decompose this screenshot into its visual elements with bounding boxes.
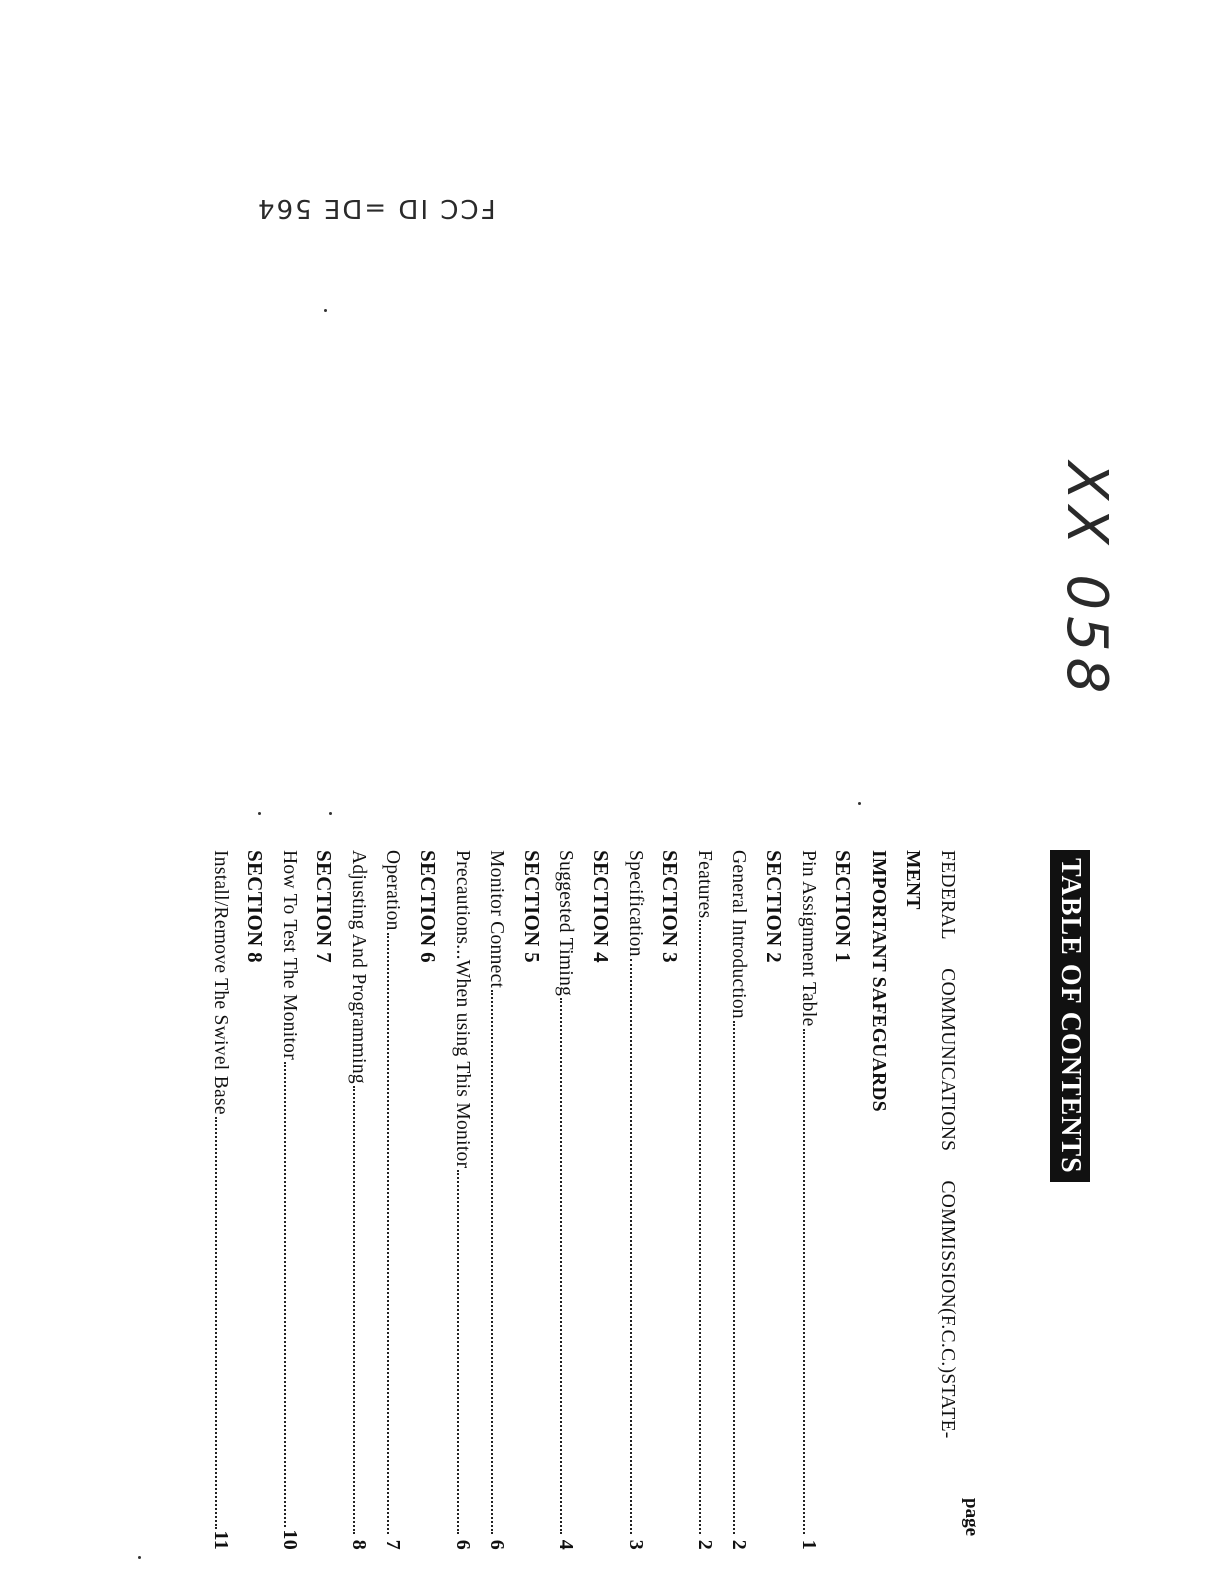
- toc-entry-label: Specification: [624, 850, 646, 957]
- toc-entry-label: SECTION 1: [831, 850, 856, 963]
- toc-page-number: 6: [486, 1539, 509, 1550]
- toc-entry-label: MENT: [902, 850, 924, 910]
- toc-section-heading: [411, 850, 446, 1550]
- toc-page-number: 2: [693, 1539, 716, 1550]
- handwritten-fcc-id: FCC ID =DE 564: [256, 193, 496, 223]
- toc-page-number: 11: [209, 1530, 232, 1550]
- toc-page-number: 7: [382, 1539, 405, 1550]
- scan-speck: [258, 812, 261, 815]
- toc-entry: [722, 850, 757, 1550]
- scan-speck: [324, 309, 327, 312]
- toc-section-heading: [826, 850, 861, 1550]
- page-column-label: page: [961, 1498, 982, 1536]
- toc-entry: [376, 850, 411, 1550]
- toc-entry: [860, 850, 895, 1550]
- toc-dot-leader: [699, 920, 701, 1534]
- toc-section-heading: [653, 850, 688, 1550]
- toc-dot-leader: [491, 990, 493, 1534]
- toc-page-number: 6: [451, 1539, 474, 1550]
- toc-entries: [203, 850, 964, 1550]
- toc-entry-label: SECTION 4: [589, 850, 614, 963]
- toc-dot-leader: [630, 959, 632, 1534]
- toc-entry-label: SECTION 8: [243, 850, 268, 963]
- toc-section-heading: [583, 850, 618, 1550]
- toc-page-number: 3: [624, 1539, 647, 1550]
- toc-section-heading: [756, 850, 791, 1550]
- toc-entry-label: Suggested Timing: [555, 850, 577, 997]
- toc-entry: [341, 850, 376, 1550]
- toc-entry-label: Precautions...When using This Monitor: [451, 850, 473, 1169]
- scan-speck: [138, 1556, 141, 1559]
- toc-entry-label: SECTION 5: [519, 850, 544, 963]
- toc-entry-label: Operation: [382, 850, 404, 931]
- toc-entry-label: Adjusting And Programming: [347, 850, 369, 1084]
- toc-section-heading: [238, 850, 273, 1550]
- toc-entry-label: SECTION 3: [658, 850, 683, 963]
- toc-entry: [929, 850, 964, 1550]
- toc-entry-label: Pin Assignment Table: [797, 850, 819, 1027]
- toc-page-number: 1: [797, 1539, 820, 1550]
- toc-page-number: 4: [555, 1539, 578, 1550]
- toc-dot-leader: [215, 1117, 217, 1529]
- toc-dot-leader: [284, 1062, 286, 1527]
- toc-entry: [480, 850, 515, 1550]
- toc-section-heading: [307, 850, 342, 1550]
- toc-entry: [895, 850, 930, 1550]
- toc-page-number: 2: [728, 1539, 751, 1550]
- toc-dot-leader: [803, 1029, 805, 1534]
- toc-entry: [687, 850, 722, 1550]
- toc-dot-leader: [733, 1021, 735, 1534]
- toc-entry: [549, 850, 584, 1550]
- toc-dot-leader: [388, 933, 390, 1534]
- handwritten-code: XX 058: [1054, 461, 1120, 700]
- toc-entry-label: SECTION 2: [762, 850, 787, 963]
- toc-entry: [618, 850, 653, 1550]
- toc-entry-label: Monitor Connect: [486, 850, 508, 989]
- toc-entry-label: SECTION 7: [312, 850, 337, 963]
- toc-entry: [445, 850, 480, 1550]
- toc-entry: [203, 850, 238, 1550]
- toc-entry: [272, 850, 307, 1550]
- scan-speck: [858, 802, 861, 805]
- table-of-contents: [209, 850, 1090, 1550]
- toc-entry-label: SECTION 6: [416, 850, 441, 963]
- toc-dot-leader: [353, 1086, 355, 1534]
- toc-entry: [791, 850, 826, 1550]
- toc-section-heading: [514, 850, 549, 1550]
- toc-title: TABLE OF CONTENTS: [1050, 850, 1090, 1182]
- toc-entry-label: IMPORTANT SAFEGUARDS: [867, 850, 889, 1112]
- toc-entry-label: FEDERAL COMMUNICATIONS COMMISSION(F.C.C.)STATE-: [937, 850, 958, 1439]
- toc-entry-label: Features: [693, 850, 715, 919]
- toc-entry-label: General Introduction: [728, 850, 750, 1019]
- toc-entry-label: How To Test The Monitor: [278, 850, 300, 1061]
- toc-entry-label: Install/Remove The Swivel Base: [209, 850, 231, 1115]
- scan-speck: [329, 812, 332, 815]
- toc-dot-leader: [560, 998, 562, 1534]
- toc-page-number: 8: [347, 1539, 370, 1550]
- toc-page-number: 10: [278, 1529, 301, 1550]
- toc-dot-leader: [457, 1170, 459, 1534]
